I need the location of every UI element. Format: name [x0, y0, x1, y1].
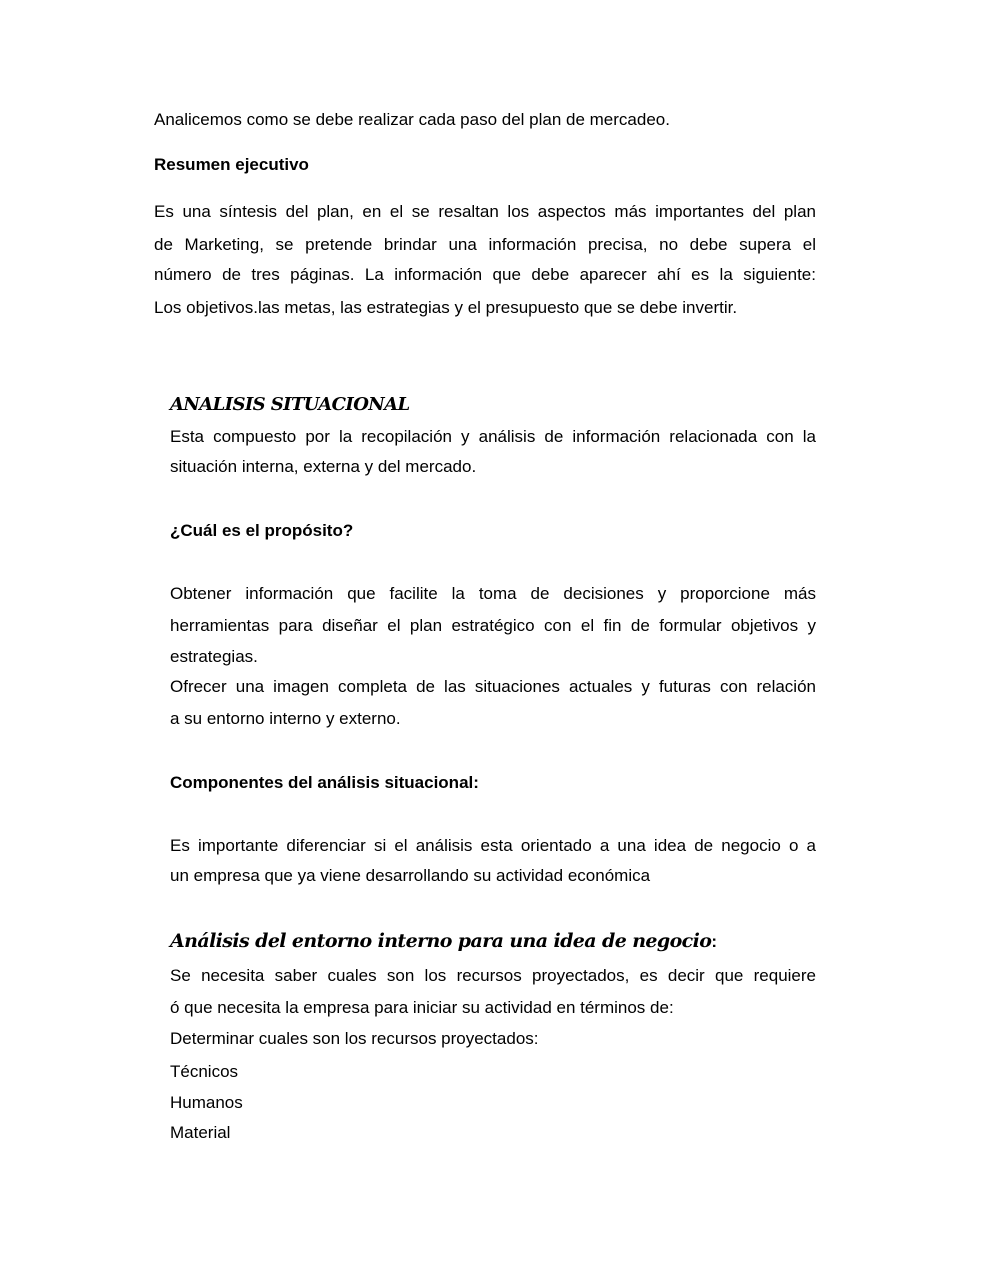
purpose-line: Ofrecer una imagen completa de las situaciones actuales y futuras con relación	[170, 677, 816, 696]
analisis-line: Esta compuesto por la recopilación y análisis de información relacionada con la	[170, 427, 816, 446]
list-item: Material	[170, 1123, 231, 1142]
interno-line: ó que necesita la empresa para iniciar su actividad en términos de:	[170, 998, 674, 1017]
resumen-heading: Resumen ejecutivo	[154, 155, 309, 174]
purpose-line: a su entorno interno y externo.	[170, 709, 401, 728]
resumen-line: de Marketing, se pretende brindar una información precisa, no debe supera el	[154, 235, 816, 254]
purpose-line: herramientas para diseñar el plan estratégico con el fin de formular objetivos y	[170, 616, 816, 635]
analisis-line: situación interna, externa y del mercado.	[170, 457, 477, 476]
components-line: Es importante diferenciar si el análisis esta orientado a una idea de negocio o a	[170, 836, 816, 855]
interno-heading-colon: :	[711, 932, 717, 951]
resumen-line: Es una síntesis del plan, en el se resaltan los aspectos más importantes del plan	[154, 202, 816, 221]
intro-text: Analicemos como se debe realizar cada paso del plan de mercadeo.	[154, 110, 670, 129]
resumen-line: número de tres páginas. La información que debe aparecer ahí es la siguiente:	[154, 265, 816, 284]
purpose-line: Obtener información que facilite la toma de decisiones y proporcione más	[170, 584, 816, 603]
components-heading: Componentes del análisis situacional:	[170, 773, 479, 792]
analisis-heading: ANALISIS SITUACIONAL	[170, 394, 410, 415]
interno-line: Determinar cuales son los recursos proyectados:	[170, 1029, 539, 1048]
interno-line: Se necesita saber cuales son los recursos proyectados, es decir que requiere	[170, 966, 816, 985]
purpose-line: estrategias.	[170, 647, 258, 666]
purpose-heading: ¿Cuál es el propósito?	[170, 521, 354, 540]
interno-heading	[170, 931, 816, 952]
list-item: Humanos	[170, 1093, 243, 1112]
interno-heading-text: Análisis del entorno interno para una idea de negocio	[170, 930, 712, 952]
list-item: Técnicos	[170, 1062, 239, 1081]
resumen-line: Los objetivos.las metas, las estrategias y el presupuesto que se debe invertir.	[154, 298, 738, 317]
components-line: un empresa que ya viene desarrollando su actividad económica	[170, 866, 651, 885]
